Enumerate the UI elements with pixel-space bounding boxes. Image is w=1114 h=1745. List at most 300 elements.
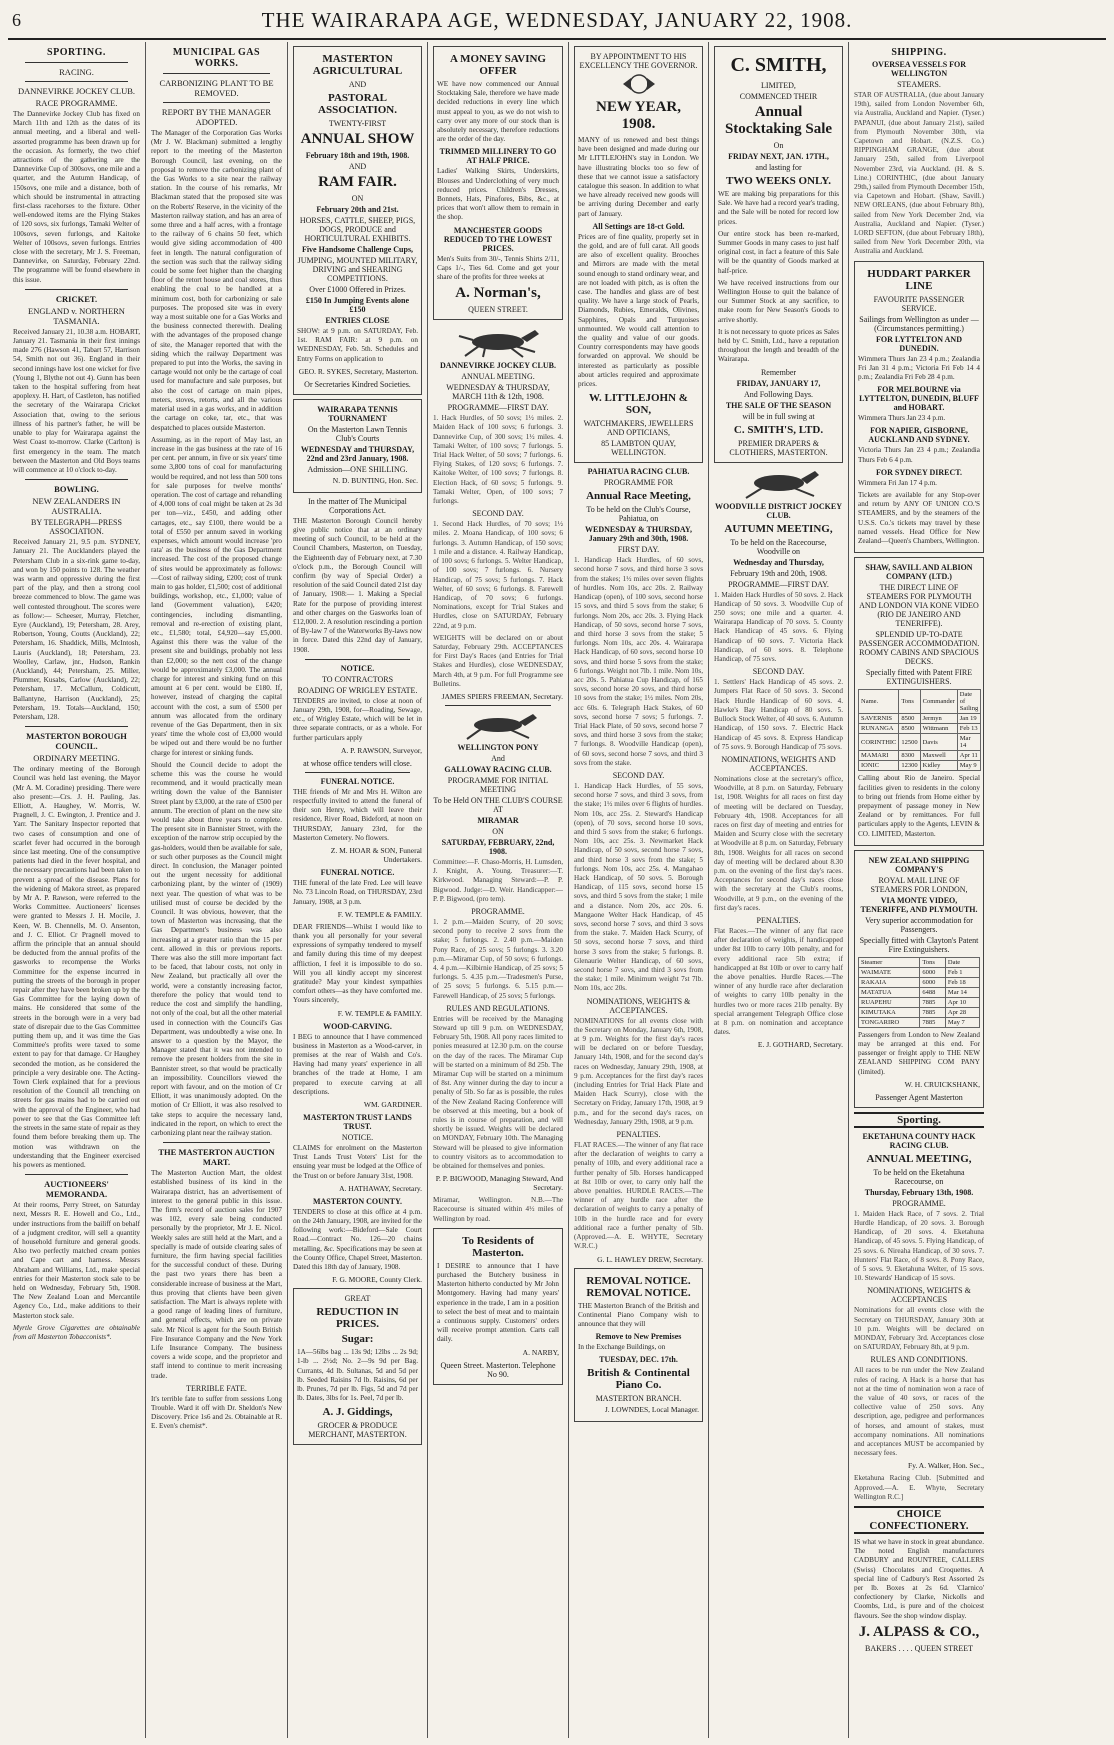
ad-signature: E. J. GOTHARD, Secretary.	[757, 1040, 843, 1050]
ad-line: BY APPOINTMENT TO HIS EXCELLENCY THE GOVERNOR.	[579, 52, 698, 70]
table-cell: Jermyn	[920, 714, 957, 724]
article-subtitle: ORDINARY MEETING.	[33, 753, 120, 764]
ad-heading: PASTORAL ASSOCIATION.	[318, 92, 397, 116]
ad-line: SECOND DAY.	[472, 509, 524, 519]
table-cell: Name.	[859, 690, 899, 714]
table-cell: WAIMATE	[859, 967, 920, 977]
table-cell: KIMUTAKA	[859, 1007, 920, 1017]
ad-signature: JAMES SPIERS FREEMAN, Secretary.	[441, 691, 563, 701]
ad-line: Or Secretaries Kindred Societies.	[304, 379, 411, 389]
article-body: The ordinary meeting of the Borough Council was held last evening, the Mayor (Mr A. M. Coradine) presiding. There were also present:—Crs. J. H. Pauling, Jas. Elliott, A. Haughey, W. Morris, W. Pragnell, J. C. Ewington, J. Prentice and J. Yarr. The Sanitary Inspector reported that two cases of consumption and one of scarlet fever had occurred in the borough since last meeting. One of the consumptive patients had died in the fever hospital, and the necessary precautions had been taken to prevent a spread of the disease. Plans for the widening of Makora street, as prepared by Mr A. P. Rawson, were referred to the Works Committee. Auctioneers' licenses were granted to Messrs J. H. Mocile, J. Keen, W. B. Chennells, M. O. Ansenton, and J. C. Elliot. Cr Pragnell moved to affirm the principle that an annual should be deducted from the annual profits of the gasworks to recompense the Works Committee for the expense incurred in putting the streets of the borough in proper repair after they have been broken up by the Gas Committee for the laying down of mains. He considered that some of the streets in the borough were in a very bad state of disrepair due to the Gas Committee putting them up, and it was time the Gas Committee's profits were taxed to some extent to pay for that damage. Cr Haughey seconded the motion, as he considered the principle a very desirable one. The Acting-Town Clerk explained that for a previous resolution of the Council all trenching on streets for gas mains had to be carried out with the approval of the Engineer, who had power to see that the Gas Committee left the streets in the same state of repair as they found them before breaking them up. The motion was withdrawn on the understanding that the Engineer exercised his powers as mentioned.	[13, 765, 140, 1169]
column-ads-littlejohn	[569, 42, 709, 1738]
ad-line: To be held on the Racecourse, Woodville on	[730, 537, 827, 556]
article-title: NEW ZEALANDERS IN AUSTRALIA.	[32, 496, 121, 517]
ad-line: And Following Days.	[743, 389, 814, 399]
table-cell: 8500	[899, 724, 920, 734]
schedule: Wimmera Thurs Jan 23 4 p.m.; Zealandia Fri Jan 31 4 p.m.; Victoria Fri Feb 14 4 p.m.; Zealandia Fri Feb 28 4 p.m.	[858, 354, 980, 382]
table-row	[859, 690, 981, 714]
notice-signature: A. P. RAWSON, Surveyor,	[341, 745, 422, 755]
ad-body: THE Masterton Branch of the British and Continental Piano Company wish to announce that they will	[578, 1301, 699, 1328]
ad-body: IS what we have in stock in great abundance. The noted English manufacturers CADBURY and ROUNTREE, CALLERS (Swiss) Chocolates and Croquettes. A special line of Cadbury's Rest Assorted 2s per lb. Boxes at 2s 6d. 'Clarnico' confectionery by Clarke, Nickolls and Coombs, Ltd., is pure and of the choicest flavours. See the shop window display.	[854, 1538, 984, 1620]
table-cell: Date of Sailing	[957, 690, 980, 714]
ad-signature: N. D. BUNTING, Hon. Sec.	[332, 475, 418, 485]
ad-line: MIRAMAR	[477, 815, 519, 825]
ad-line: WEDNESDAY & THURSDAY, January 29th and 30th, 1908.	[585, 525, 692, 544]
divider	[445, 705, 551, 706]
ad-line: RULES AND CONDITIONS.	[870, 1355, 968, 1365]
ad-heading: WAIRARAPA TENNIS TOURNAMENT	[317, 404, 398, 423]
ad-line: TUESDAY, DEC. 17th.	[599, 1355, 678, 1365]
ad-line: COMMENCED THEIR	[739, 92, 818, 101]
schedule: Wimmera Thurs Jan 23 4 p.m.	[858, 414, 946, 423]
subheading: STEAMERS.	[897, 80, 941, 89]
ad-headline: ANNUAL MEETING,	[866, 1152, 972, 1165]
article-body: The Manager of the Corporation Gas Works (Mr J. W. Blackman) submitted a lengthy report to the meeting of the Masterton Borough Council, last evening, on the proposal to remove the carbonizing plant of the Gas Works to a site near the railway station. In the course of his remarks, Mr Blackman stated that the proposed site was on the Roberts' Reserve, in the vicinity of the Masterton railway station, and has an area of some three and a half acres, with a frontage to the railway of 6 chains 50 feet, which would give siding accommodation of 400 feet in length. The natural configuration of the section was such that the railway siding could be some feet higher than the charging floor of the retort house and coal stores, thus enabling the coal to be handled at a minimum cost, both for carbonizing or sale purposes. The proposed site was in every way a most suitable one for a Gas Works and the business connected therewith. Dealing with the advantages of the proposed change of site, the Manager reported that with the siding which the railway Department was prepared to put into the Works, the saving in cartage would not only be the cartage of coal used for manufacture and sale purposes, but also the cost of cartage on main pipes, meters, stoves, retorts, and all the various material used in a gas works, and in addition the cartage on coke, tar, etc., that was despatched to places outside Masterton.	[151, 129, 282, 432]
table-cell: Apr 11	[957, 751, 980, 761]
ad-line: THE SALE OF THE SEASON	[725, 400, 832, 410]
notice-heading: MASTERTON COUNTY.	[312, 1196, 403, 1206]
ad-headline: HUDDART PARKER LINE	[867, 267, 971, 292]
ad-body: In the Exchange Buildings, on	[578, 1343, 666, 1352]
column-ads-show	[288, 42, 428, 1738]
column-ads-norman	[428, 42, 569, 1738]
ad-body: 1A—56lbs bag ... 13s 9d; 12lbs ... 2s 9d; 1-lb ... 2½d; No. 2—9s 9d per Bag. Currants, 4d lb. Sultanas, 5d and 5d per lb. Seeded Raisins 7d lb. Raisins, 6d per lb. Prunes, 7d per lb. Figs, 5d and 7d per lb. Dates, 3lbs for 1s. Peel, 7d per lb.	[297, 1348, 418, 1403]
table-row	[859, 751, 981, 761]
ad-line: Myrtle Grove Cigarettes are obtainable from all Masterton Tobacconists*.	[13, 1323, 140, 1341]
ad-headline: TWO WEEKS ONLY.	[725, 175, 832, 187]
notice-signature: WM. GARDINER.	[363, 1099, 422, 1109]
table-cell: TONGARIRO	[859, 1017, 920, 1027]
ad-line: On	[773, 141, 784, 150]
ad-body: Men's Suits from 30/-, Tennis Shirts 2/11, Caps 1/-, Ties 6d. Come and get your share of the profits for three weeks at	[437, 254, 559, 282]
table-cell: Davis	[920, 734, 957, 751]
ad-body: Calling about Rio de Janeiro. Special facilities given to residents in the colony to bring out friends from Home either by prepayment of passage money in New Zealand or by remittances. For full particulars apply to the Agents, LEVIN & CO. LIMITED, Masterton.	[858, 774, 980, 838]
article-body: Should the Council decide to adopt the scheme this was the course he would recommend, and it would practically mean writing down the value of the Bannister Street plant by £3,000, at the rate of £500 per annum. The erection of plant on the new site would take about three years to complete. The present site in Bannister Street, with the exception of the narrow strip occupied by the gas-holders, would then be available for sale, or such other purposes as the Council might direct. In conclusion, the Manager pointed out the urgent necessity for additional carbonizing plant, by the winter of (1909) next year. The question of what was to be utilised must of course be decided by the Council. It was obvious, however, that the town of Masterton was increasing, that the Gas Department's business was also increasing at a greater ratio than the 15 per cent. allowed in this or previous reports. There was also the still more important fact to be faced, that labour costs, not only in New Zealand, but practically all over the world, were a constantly increasing factor, therefore the policy that would tend to reduce the cost and simplify the handling, not only of the coal, but all the other material used in connection with the Council's Gas Department, was undoubtedly a wise one. In answer to a question by the Mayor, the Manager stated that it was not intended to remove the present holders from the site in Bannister street, so that would be practically an impossibility. Councillors viewed the report with favour, and on the motion of Cr Elliott, it was unanimously adopted. On the motion of Cr Elliott, it was also resolved to take steps to acquire the necessary land, indicated in the report, on which to erect the carbonizing plant near the railway station.	[151, 760, 282, 1137]
table-cell: Apr 28	[945, 1007, 979, 1017]
ad-line: TWENTY-FIRST	[328, 119, 387, 128]
divider	[25, 479, 128, 480]
ad-line: SECOND DAY.	[612, 770, 665, 780]
ad-heading: WELLINGTON PONY	[457, 742, 539, 752]
ad-signature: Fy. A. Walker, Hon. Sec.,	[908, 1461, 984, 1471]
ad-body: WEIGHTS will be declared on or about Saturday, February 29th. ACCEPTANCES for First Day's Races (and Entries for Trial Stakes and Hurdles), close WEDNESDAY, March 4th, at 9 p.m. For full Programme see Bulletins.	[433, 633, 563, 688]
ad-signature: G. L. HAWLEY DREW, Secretary.	[597, 1254, 703, 1264]
ad-line: FIRST DAY.	[617, 545, 660, 555]
ad-line: PROGRAMME.	[471, 906, 525, 916]
notice-heading: NOTICE.	[341, 1132, 374, 1142]
ad-line: And	[491, 753, 505, 763]
notice-body: DEAR FRIENDS—Whilst I would like to thank you all personally for your several expressions of sympathy tendered to myself and family during this time of my deepest affliction, I feel it is impossible to do so. Will you all kindly accept my sincerest gratitude? May your kindest sympathies comfort others—as they have comforted me. Yours sincerely,	[293, 922, 422, 1005]
ad-headline: REDUCTION IN PRICES.	[316, 1306, 399, 1331]
ad-body: I DESIRE to announce that I have purchased the Butchery business in Masterton hitherto conducted by Mr John Montgomery. Having had many years' experience in the trade, I am in a position to select the best of meat and to maintain a continuous supply. Customers' orders will receive prompt attention. Carts call daily.	[437, 1261, 559, 1344]
ad-body: NOMINATIONS for all events close with the Secretary on Monday, January 6th, 1908, at 9 p.m. Weights for the first day's races will be declared on or before Tuesday, January 14th, 1908, and for the second day's races on Wednesday, January 29th, 1908, at 9 p.m. Acceptances for the first day's races (including Entries for Trial Hack Plate and Maiden Hack Scurry), close with the Secretary on Friday, January 17th, 1908, at 9 p.m., and for the second day's races, on Wednesday, January 29th, 1908, at 9 p.m.	[574, 1016, 703, 1126]
ad-line: FOR SYDNEY DIRECT.	[875, 467, 962, 477]
article-body: It's terrible fate to suffer from sessions Long Trouble. Ward it off with Dr. Sheldon's New Discovery. Price 1s6 and 2s. Obtainable at R. E. Even's chemist*.	[151, 1394, 282, 1431]
ad-body: 1. 2 p.m.—Maiden Scurry, of 20 sovs; second pony to receive 2 sovs from the stake; 5 furlongs. 2. 2.40 p.m.—Maiden Pony Race, of 25 sovs; 5 furlongs. 3. 3.20 p.m.—Miramar Cup, of 50 sovs; 6 furlongs. 4. 4 p.m.—Kilbirnie Handicap, of 25 sovs; 5 furlongs. 5. 4.35 p.m.—Tradesmen's Purse, of 25 sovs; 5 furlongs. 6. 5.15 p.m.—Farewell Handicap, of 25 sovs; 5 furlongs.	[433, 917, 563, 1000]
ad-line: FRIDAY NEXT, JAN. 17TH.,	[728, 152, 829, 161]
column-ads-smith	[709, 42, 849, 1738]
piano-advertisement	[574, 1268, 703, 1423]
ad-line: WEDNESDAY & THURSDAY, MARCH 11th & 12th, 1908.	[446, 383, 550, 402]
smith-advertisement	[714, 46, 843, 463]
notice-heading: FUNERAL NOTICE.	[320, 776, 395, 786]
table-cell: 6000	[920, 977, 946, 987]
notice-signature: F. W. TEMPLE & FAMILY.	[337, 1008, 422, 1018]
ad-line: PROGRAMME—FIRST DAY.	[728, 579, 829, 589]
ad-line: Queen Street. Masterton. Telephone No 90.	[440, 1360, 556, 1379]
ad-body: Nominations for all events close with the Secretary on THURSDAY, January 30th at 10 p.m. Weights will be declared on MONDAY, February 3rd. Acceptances close on SATURDAY, February 8th, at 9 p.m.	[854, 1306, 984, 1352]
ad-headline: REMOVAL NOTICE. REMOVAL NOTICE.	[586, 1274, 691, 1299]
subheading: BOWLING.	[54, 484, 99, 495]
ad-line: PROGRAMME FOR INITIAL MEETING	[447, 775, 549, 794]
ad-heading: GALLOWAY RACING CLUB.	[444, 764, 552, 774]
table-cell: Date	[945, 957, 979, 967]
ad-line: All Settings are 18-ct Gold.	[592, 221, 685, 231]
ad-line: Remember	[760, 367, 797, 377]
ad-line: FAVOURITE PASSENGER SERVICE.	[873, 294, 965, 313]
table-cell: RAKAIA	[859, 977, 920, 987]
table-cell: May 7	[945, 1017, 979, 1027]
masthead	[8, 4, 1106, 40]
ad-line: LIMITED,	[761, 81, 796, 90]
ad-line: Over £1000 Offered in Prizes.	[309, 285, 406, 294]
table-cell: IONIC	[859, 761, 899, 771]
ad-headline: A MONEY SAVING OFFER	[450, 53, 546, 77]
newspaper-columns	[8, 42, 1106, 1738]
ad-headline: AUTUMN MEETING,	[724, 522, 833, 535]
ad-line: GREAT	[344, 1294, 371, 1304]
table-cell: CORINTHIC	[859, 734, 899, 751]
divider	[25, 62, 128, 63]
notice-body: THE Masterton Borough Council hereby give public notice that at an ordinary meeting of such Council, to be held at the Council Chambers, Masterton, on Tuesday, the Eighteenth day of February next, at 7.30 o'clock p.m., the Borough Council will confirm (by way of Special Order) a resolution of the said Council dated 21st day of January, 1908:— 1. Making a Special Rate for the purpose of providing interest and other charges on the Gasworks loan of £12,000. 2. A resolution rescinding a portion of By-law 7 of the Waterworks By-laws now in force. Dated this 22nd day of January, 1908.	[293, 516, 422, 654]
table-row	[859, 987, 980, 997]
table-row	[859, 957, 980, 967]
ad-line: FOR LYTTELTON AND DUNEDIN.	[876, 334, 962, 353]
subheading: CRICKET.	[55, 293, 98, 304]
article-subtitle: REPORT BY THE MANAGER ADOPTED.	[161, 107, 272, 127]
page-number: 6	[12, 10, 21, 30]
divider	[163, 102, 270, 103]
notice-signature: A. HATHAWAY, Secretary.	[339, 1183, 422, 1193]
ad-line: AND	[348, 162, 367, 171]
table-row	[859, 997, 980, 1007]
ad-line: February 19th and 20th, 1908.	[730, 568, 827, 578]
ad-body: Passengers from London to New Zealand may be arranged at this end. For passenger or freight apply to THE NEW ZEALAND SHIPPING COM PANY (limited).	[858, 1030, 980, 1076]
article-body: Received January 21, 10.38 a.m. HOBART, January 21. Tasmania in their first innings made 276 (Hawson 41, Tabart 57, Harrison 54, Smith not out 36). England in their second innings have lost one wicket for five (Young 1, Blythe not out 4). Gunn has been taken to the hospital suffering from heat apoplexy. H. Hart, of Castleton, has notified the secretary of the Wairarapa Cricket Association that, owing to the serious illness of his partner's father, he will be unable to play for Wairarapa against the West Coast to-morrow. Clarke (Carlton) is first emergency in the team. The match between the Masterton and Old Boys teams will commence at 10 o'clock to-day.	[13, 327, 140, 474]
ad-body: 1. Hack Hurdles, of 50 sovs; 1½ miles. 2. Maiden Hack of 100 sovs; 6 furlongs. 3. Dannevirke Cup, of 300 sovs; 1½ miles. 4. Tamaki Welter, of 100 sovs; 7 furlongs. 5. Trial Hack Welter, of 50 sovs; 7 furlongs. 6. Flying Stakes, of 120 sovs; 6 furlongs. 7. Kaitoke Welter, of 100 sovs; 7 furlongs. 8. Election Hack, of 60 sovs; 5 furlongs. 9. Tamaki Welter, Open, of 100 sovs; 7 furlongs.	[433, 414, 563, 506]
ad-heading: NEW ZEALAND SHIPPING COMPANY'S	[868, 855, 970, 874]
huddart-advertisement	[854, 261, 984, 554]
ad-body: MANY of us renewed and best things have been designed and made during our Mr LITTLEJOHN's stay in London. We have illustrating blocks too so few of these that we cannot issue a satisfactory catalogue this season. In addition to what we have already received new goods will be arriving during December and early part of January.	[578, 136, 699, 218]
ad-line: TRIMMED MILLINERY TO GO AT HALF PRICE.	[439, 147, 557, 166]
ad-line: To be held on the Eketahuna Racecourse, on	[873, 1167, 965, 1186]
notice-line: at whose office tenders will close.	[303, 758, 412, 768]
table-row	[859, 1017, 980, 1027]
ad-line: Remove to New Premises	[595, 1332, 682, 1342]
nz-shipping-advertisement	[854, 850, 984, 1108]
section-heading: SHIPPING.	[891, 47, 947, 58]
table-cell: Maxwell	[920, 751, 957, 761]
table-row	[859, 734, 981, 751]
ad-body: It is not necessary to quote prices as Sales held by C. Smith, Ltd., have a reputation throughout the length and breadth of the Wairarapa.	[718, 327, 839, 364]
article-title: MASTERTON BOROUGH COUNCIL.	[26, 731, 127, 752]
ad-headline: C. SMITH,	[730, 54, 827, 76]
ad-body: Our entire stock has been re-marked, Summer Goods in many cases to just half original cost, in fact a feature of this Sale will be the quantity of Goods marked at half-price.	[718, 229, 839, 275]
table-cell: Tons	[899, 690, 920, 714]
ad-line: ENTRIES CLOSE	[325, 316, 390, 325]
table-cell: May 9	[957, 761, 980, 771]
ad-body: FLAT RACES.—The winner of any flat race after the declaration of weights to carry a penalty of 10lb, and every additional race a further penalty of 5lb. Horses handicapped at 8st 10lb or over, to carry only half the above penalties. HURDLE RACES.—The winner of any hurdle race after the declaration of weights to carry a penalty of 10lb in the hurdle race and for every additional race a further penalty of 5lb. (Approved.—A. E. WHYTE, Secretary W.R.C.)	[574, 1141, 704, 1251]
ad-line: FOR MELBOURNE via LYTTELTON, DUNEDIN, BLUFF and HOBART.	[859, 385, 979, 413]
table-cell: Commander	[920, 690, 957, 714]
ad-line: Five Handsome Challenge Cups,	[301, 245, 414, 254]
divider	[163, 1142, 270, 1143]
table-cell: Mar 14	[945, 987, 979, 997]
ad-line: NOMINATIONS, WEIGHTS & ACCEPTANCES.	[586, 996, 691, 1015]
ad-signature: J. LOWNDES, Local Manager.	[604, 1405, 699, 1415]
ad-body: WE are making big preparations for this Sale. We have had a record year's trading, and the Sale will be noted for record low prices.	[718, 190, 839, 226]
article-body: At their rooms, Perry Street, on Saturday next, Messrs R. E. Howell and Co., Ltd., under instructions from the bailiff on behalf of a judgment creditor, will sell a quantity of household furniture and general goods. Also two perfectly matched cream ponies and Cape cart and harness. Messrs Abraham and Williams, Ltd., make special entries for their Masterton stock sale to be held on Wednesday, February 5th, 1908. The New Zealand Loan and Mercantile Agency Co., Ltd., make additions to their Masterton stock sale.	[13, 1201, 140, 1320]
ad-line: QUEEN STREET.	[468, 305, 528, 315]
table-cell: Feb 18	[945, 977, 979, 987]
norman-advertisement	[433, 46, 563, 320]
ad-line: MASTERTON BRANCH.	[595, 1394, 682, 1404]
ad-headline: British & Continental Piano Co.	[587, 1367, 690, 1392]
ad-line: MANCHESTER GOODS REDUCED TO THE LOWEST PRICES.	[443, 225, 553, 253]
racehorse-illustration	[443, 324, 553, 358]
ad-heading: MASTERTON AGRICULTURAL	[312, 53, 403, 77]
tennis-advertisement	[293, 399, 422, 493]
table-row	[859, 977, 980, 987]
notice-signature: F. W. TEMPLE & FAMILY.	[337, 909, 422, 919]
show-advertisement	[293, 46, 422, 395]
ad-headline: J. ALPASS & CO.,	[858, 1623, 980, 1640]
subheading: TERRIBLE FATE.	[186, 1383, 247, 1393]
ad-headline: W. LITTLEJOHN & SON,	[589, 392, 688, 417]
notice-body: CLAIMS for enrolment on the Masterton Trust Lands Trust Voters' List for the ensuing year must be lodged at the Office of the Trust on or before January 31st, 1908.	[293, 1143, 422, 1180]
ad-line: On the Masterton Lawn Tennis Club's Courts	[307, 424, 408, 443]
article-title: ENGLAND v. NORTHERN TASMANIA.	[28, 305, 125, 326]
ad-headline: To Residents of Masterton.	[462, 1234, 534, 1259]
notice-signature: F. G. MOORE, County Clerk.	[332, 1275, 422, 1285]
notice-body: I BEG to announce that I have commenced business in Masterton as a Wood-carver, in premises at the rear of Walsh and Co's. Having had many years' experience in all branches of the trade at Home, I am prepared to execute carving at all descriptions.	[293, 1032, 422, 1096]
article-title: DANNEVIRKE JOCKEY CLUB.	[17, 86, 136, 96]
notice-body: TENDERS to close at this office at 4 p.m. on the 24th January, 1908, are invited for the following work:—Bideford—Sale Court Road.—Contract No. 126—20 chains metalling, &c. Specifications may be seen at the County Office, Chapel Street, Masterton. Dated this 18th day of January, 1908.	[293, 1207, 422, 1271]
article-subtitle: CARBONIZING PLANT TO BE REMOVED.	[159, 78, 274, 98]
racehorse-illustration	[443, 710, 553, 740]
ad-headline: C. SMITH'S, LTD.	[733, 423, 824, 436]
ad-headline: ANNUAL SHOW	[300, 131, 415, 147]
article-body: Assuming, as in the report of May last, an increase in the gas business at the rate of 16 per cent. per annum, in five or six years' time some 3,800 tons of coal for manufacturing would be required, and not less than 500 tons for sale purposes for twelve months' operation. The cost of cartage and rehandling of 4,000 tons of coal might be taken at 2s 3d per ton—viz., £450, and adding other cartages, etc., say £100, there would be a total of £550 per annum saved in working expenses, which amount would increase 'pro rata' as the business of the Gas Department increased. The cost of the proposed change of sites would be approximately as follows:—Cost of railway siding, £200; cost of trunk main to gas holder, £1,500; cost of additional buildings, workshop, etc., £1,000; value of land (Government valuation), £420; contingencies, including dismantling, removal and re-erection of existing plant, etc., £1,580; total, £4,920—say £5,000. Against this there was the value of the present site and buildings, probably not less than £2,000; so the nett cost of the change would be approximately £3,000. The annual charge for interest and sinking fund on this amount at 6 per cent. would be £180. If, however, instead of charging the capital account with the cost, a sum of £500 per annum was allocated from the ordinary revenue of the Gas Department, then in six years' time the whole cost of £3,000 would be wiped out and there would be no further charge for interest or sinking funds.	[151, 435, 282, 757]
notice-heading: WOOD-CARVING.	[323, 1021, 392, 1031]
butcher-advertisement	[433, 1228, 563, 1385]
newspaper-title: THE WAIRARAPA AGE, WEDNESDAY, JANUARY 22, 1908.	[261, 8, 853, 32]
table-cell: Mar 14	[957, 734, 980, 751]
table-cell: Feb 13	[957, 724, 980, 734]
table-cell: 12500	[899, 734, 920, 751]
ad-line: HORSES, CATTLE, SHEEP, PIGS, DOGS, PRODUCE and HORTICULTURAL EXHIBITS.	[299, 216, 416, 243]
subheading: OVERSEA VESSELS FOR WELLINGTON	[871, 60, 967, 78]
ad-line: PREMIER DRAPERS & CLOTHIERS, MASTERTON.	[729, 438, 828, 457]
ad-heading: WOODVILLE DISTRICT JOCKEY CLUB.	[715, 501, 842, 520]
ad-headline: A. J. Giddings,	[322, 1406, 393, 1419]
ad-body: Prices are of fine quality, properly set in the gold, and are of full carat. All goods are also of excellent quality. Brooches and Mirrors are made with the metal sound enough to stand ordinary wear, and are not loaded with pitch, as is often the case. The handles and glass are of best quality. We have a large stock of Pearls, Diamonds, Rubies, Emeralds, Olivines, Sapphires, Opals and Turquoises unmounted. We would call attention to the quality and value of our goods. Country correspondents may have goods forwarded on approval. We should be interested as particularly as possible about articles required and approximate prices.	[578, 232, 699, 389]
ad-heading: SHAW, SAVILL AND ALBION COMPANY (LTD.)	[865, 563, 973, 582]
ad-line: To be held on the Club's Course, Pahiatua, on	[586, 505, 691, 524]
table-cell: 8300	[899, 751, 920, 761]
notice-body: THE funeral of the late Fred. Lee will leave No. 73 Lincoln Road, on THURSDAY, 23rd January, 1908, at 3 p.m.	[293, 879, 422, 906]
sailing-table	[858, 689, 981, 771]
ad-body: 1. Settlers' Hack Handicap of 45 sovs. 2. Jumpers Flat Race of 50 sovs. 3. Second Hack Hurdle Handicap of 60 sovs. 4. Hawke's Bay Handicap of 80 sovs. 5. Bullock Stock Welter, of 40 sovs. 6. Autumn Handicap, of 150 sovs. 7. Electric Hack Handicap of 45 sovs. 8. Express Handicap of 75 sovs. 9. Borough Handicap of 75 sovs.	[714, 678, 843, 751]
shipping-body: STAR OF AUSTRALIA, (due about January 19th), sailed from London November 6th, via Australia, Auckland and Napier. (Tyser.) PAPANUI, (due about January 21st), sailed from Plymouth November 30th, via Capetown and Hobart. (N.Z.S. Co.) RIPPINGHAM GRANGE, (due about January 25th, sailed from Liverpool November 23rd, via Auckland. (H. & S. Line.) CORINTHIC, (due about January 29th,) sailed from Plymouth December 15th, via Capetown and Hobart. (Shaw, Savill.) NEW ORLEANS, (due about February 8th), sailed from New York December 2nd, via Australia, Auckland and Napier. (Tyser.) LORD SEFTON, (due about February 18th), sailed from New York December 20th, via Australia and Auckland.	[854, 91, 984, 256]
ad-body: Tickets are available for any Stop-over and return by ANY OF UNION CO.'S STEAMERS, and by the steamers of the U.S.S. Co.'s tickets may travel by these named vessels. Head Office for New Zealand—Queen's Chambers, Wellington.	[858, 491, 980, 546]
littlejohn-advertisement	[574, 46, 703, 463]
ad-headline: Annual Stocktaking Sale	[724, 104, 833, 137]
table-cell: Kidley	[920, 761, 957, 771]
table-cell: SAVERNIS	[859, 714, 899, 724]
ad-heading: EKETAHUNA COUNTY HACK RACING CLUB.	[862, 1131, 976, 1150]
table-cell: 6000	[920, 967, 946, 977]
ad-heading: CHOICE CONFECTIONERY.	[854, 1506, 984, 1534]
ad-line: THE DIRECT LINE OF STEAMERS FOR PLYMOUTH AND LONDON VIA KONE VIDEO (RIO DE JANEIRO AND TENERIFFE).	[859, 583, 979, 629]
table-row	[859, 1007, 980, 1017]
royal-crest-icon	[609, 72, 669, 96]
ad-headline: RAM FAIR.	[318, 174, 397, 190]
notice-heading: TO CONTRACTORS	[321, 674, 394, 684]
ad-headline: NEW YEAR, 1908.	[595, 99, 681, 132]
ad-body: All races to be run under the New Zealand rules of racing. A Hack is a horse that has not at the time of nomination won a race of the value of 40 sovs, or races of the collective value of 250 sovs. Any description, age, pedigree and performances of horses, and amount of stakes, must accompany nominations. All nominations and acceptances MUST be accompanied by necessary fees.	[854, 1366, 984, 1458]
ad-line: Thursday, February 13th, 1908.	[864, 1187, 974, 1197]
table-cell: MAMARI	[859, 751, 899, 761]
article-title: AUCTIONEERS' MEMORANDA.	[44, 1179, 109, 1200]
grocer-advertisement	[293, 1288, 422, 1445]
table-row	[859, 724, 981, 734]
ad-body: 1. Second Hack Hurdles, of 70 sovs; 1½ miles. 2. Moana Handicap, of 100 sovs; 6 furlongs. 3. Autumn Handicap, of 150 sovs; 1 mile and a distance. 4. Railway Handicap, of 100 sovs; 6 furlongs. 5. Welter Handicap, of 100 sovs; 7 furlongs. 6. Nursery Handicap, of 75 sovs; 5 furlongs. 7. Hack Welter, of 60 sovs; 6 furlongs. 8. Farewell Handicap, of 70 sovs; 6 furlongs. Nominations, except for Trial Stakes and Hurdles, close on SATURDAY, February 22nd, at 9 p.m.	[433, 520, 563, 630]
section-heading: SPORTING.	[47, 47, 106, 58]
ad-signature: A. NARBY,	[522, 1347, 559, 1357]
table-row	[859, 761, 981, 771]
ad-line: 85 LAMBTON QUAY, WELLINGTON.	[601, 439, 676, 458]
ad-line: WEDNESDAY and THURSDAY, 22nd and 23rd January, 1908.	[300, 444, 415, 463]
ad-signature: P. P. BIGWOOD, Managing Steward, And Secretary.	[435, 1174, 563, 1193]
table-cell: Tons	[920, 957, 946, 967]
table-cell: 7885	[920, 1017, 946, 1027]
table-cell: 8500	[899, 714, 920, 724]
divider	[305, 772, 410, 773]
table-cell: Steamer	[859, 957, 920, 967]
ad-line: PROGRAMME.	[892, 1198, 946, 1208]
ad-line: RULES AND REGULATIONS.	[446, 1003, 550, 1013]
ad-headline: Sugar:	[341, 1333, 374, 1346]
ad-body: WE have now commenced our Annual Stocktaking Sale, therefore we have made decided reductions in every line which must appeal to you, as we do not wish to carry over any more of our stock than is absolutely necessary, therefore reductions are the order of the day.	[437, 80, 559, 144]
ad-line: BAKERS . . . . QUEEN STREET	[865, 1643, 973, 1653]
table-cell: Wittmann	[920, 724, 957, 734]
table-cell: RUAPEHU	[859, 997, 920, 1007]
ad-line: Admission—ONE SHILLING.	[307, 464, 408, 474]
article-body: The Masterton Auction Mart, the oldest established business of its kind in the Wairarapa district, has an advertisement of interest to the general public in this issue. The firm's record of auction sales for 1907 was 102, every sale being conducted personally by the proprietor, Mr J. E. Nicol. Weekly sales are still held at the Mart, and a specially is made of outside clearing sales of furniture, the firm having special facilities for the successful conduct of these. During the past two years there has been a considerable increase of business at the Mart, thus proving that clients have been given satisfaction. The Mart is always replete with a good range of leading lines of furniture, and general effects, which are on private sale. Mr Nicol is agent for the South British Fire Insurance Company and the New York Life Insurance Company. The business covers a wide scope, and the proprietor and staff intend to continue to merit increasing trade.	[151, 1169, 282, 1380]
divider	[25, 289, 128, 290]
ad-line: Wednesday and Thursday,	[733, 557, 824, 567]
notice-heading: ROADING OF WRIGLEY ESTATE.	[297, 685, 418, 695]
ad-line: SECOND DAY.	[752, 667, 805, 677]
ad-line: February 20th and 21st.	[316, 205, 399, 214]
ad-line: PROGRAMME—FIRST DAY.	[447, 403, 549, 413]
article-subtitle: RACE PROGRAMME.	[35, 98, 118, 108]
ad-line: February 18th and 19th, 1908.	[305, 151, 410, 160]
table-cell: 7885	[920, 997, 946, 1007]
divider	[305, 659, 410, 660]
article-title: THE MASTERTON AUCTION MART.	[158, 1147, 275, 1168]
divider	[163, 73, 270, 74]
notice-body: THE friends of Mr and Mrs H. Wilton are respectfully invited to attend the funeral of their son Henry, which will leave their residence, River Road, Bideford, at noon on THURSDAY, January 23rd, for the Masterton Cemetery. No flowers.	[293, 787, 422, 842]
ad-body: We have received instructions from our Wellington House to quit the balance of our Summer Stock at any sacrifice, to make room for New Season's Goods to arrive shortly.	[718, 278, 839, 324]
ad-line: PENALTIES.	[756, 915, 801, 925]
ad-line: will be in full swing at	[742, 411, 815, 421]
ad-line: AND	[348, 80, 367, 89]
ad-line: PENALTIES.	[616, 1130, 661, 1140]
ad-body: Entries will be received by the Managing Steward up till 9 p.m. on WEDNESDAY, February 5th, 1908. All pony races limited to ponies measured at 12.30 p.m. on the course on the day of the races. The Miramar Cup will be started on a minimum of 8d 25b. The Miramar Cup will be started on a minimum of 8st. Any winner during the day to incur a penalty of 5lb. So far as is possible, the rules of the New Zealand Racing Conference will be observed at this meeting, but a book of rules is in course of preparation, and will shortly be issued. Weights will be declared on MONDAY, February 10th. The Managing Steward will be pleased to give information to country visitors as to accommodation to be obtained for themselves and ponies.	[433, 1014, 563, 1171]
table-cell: RUNANGA	[859, 724, 899, 734]
subheading: RACING.	[59, 67, 94, 77]
ad-line: SPLENDID UP-TO-DATE PASSENGER ACCOMMODATION. ROOMY CABINS AND SPACIOUS DECKS.	[858, 630, 980, 667]
notice-heading: In the matter of The Municipal Corporations Act.	[308, 496, 407, 515]
ad-line: ON	[492, 826, 504, 836]
ad-heading: DANNEVIRKE JOCKEY CLUB.	[440, 361, 556, 371]
ad-body: 1. Handicap Hack Hurdles, of 60 sovs, second horse 7 sovs, and third horse 3 sovs from the stakes; 1½ miles over seven flights of hurdles. Nom 10s, acc 20s. 2. Railway Handicap (open), of 100 sovs, second horse 15 sovs, and third 5 sovs from the stake; 6 furlongs. Nom 20s, acc 20s. 3. Flying Hack Handicap, of 50 sovs, second horse 7 sovs, and third horse 3 sovs from the stake; 5 furlongs. Nom 10s, acc 20s. 4. Wairarapa Hack Handicap, of 60 sovs, second horse 10 sovs, and third horse 5 sovs from the stake; 6 furlongs. Weight not 7lb. 1 mile. Nom 10s, acc 20s. 5. Pahiatua Cup Handicap, of 165 sovs, second horse 20 sovs, and third horse 10 sovs from the stake; 1½ miles. Nom 20s, acc 60s. 6. Telegraph Hack Stakes, of 60 sovs, second horse 7 sovs; 5 furlongs. 7. Trial Hack Plate, of 50 sovs, second horse 7 sovs, and third horse 3 sovs from the stake; 7 furlongs. 8. Woodville Handicap (open), of 60 sovs, second horse 7 sovs, and third 3 sovs from the stake.	[574, 556, 703, 767]
article-body: The Dannevirke Jockey Club has fixed on March 11th and 12th as the dates of its annual meeting, and a liberal and well-assorted programme has been drawn up for the occasion. As formerly, the two chief attractions of the gathering are the Dannevirke Cup of 300sovs, one mile and a quarter, and the Autumn Handicap, of 150sovs, one mile and a distance, both of which should be instrumental in attracting first-class racehorses to the fixture. Other well-endowed items are the Flying Stakes of 120 sovs, six furlongs, Tamaki Welter of 100sovs, seven furlongs, and Kaitoke Welter of 100sovs, seven furlongs. Entries close with the secretary, Mr J. S. Freeman, Dannevirke, on Saturday, February 22nd. The programme will be found elsewhere in this issue.	[13, 110, 140, 284]
schedule: Victoria Thurs Jan 23 4 p.m.; Zealandia Thurs Feb 6 4 p.m.	[858, 446, 980, 464]
divider	[25, 1174, 128, 1175]
schedule: Wimmera Fri Jan 17 4 p.m.	[858, 478, 937, 487]
ad-line: FRIDAY, JANUARY 17,	[736, 378, 821, 388]
ad-line: WATCHMAKERS, JEWELLERS AND OPTICIANS,	[583, 419, 694, 438]
ad-signature: W. H. CRUICKSHANK,	[904, 1079, 980, 1089]
notice-heading: NOTICE.	[340, 663, 375, 673]
ad-line: ON	[351, 194, 364, 203]
ad-line: NOMINATIONS, WEIGHTS AND ACCEPTANCES.	[721, 754, 836, 773]
ad-line: Passenger Agent Masterton	[875, 1092, 963, 1102]
ad-line: Sailings from Wellington as under — (Circumstances permitting.)	[859, 314, 979, 333]
table-cell: MATATUA	[859, 987, 920, 997]
table-cell: Apr 10	[945, 997, 979, 1007]
table-cell: Jan 19	[957, 714, 980, 724]
table-row	[859, 714, 981, 724]
ad-headline: A. Norman's,	[455, 285, 541, 302]
notice-heading: MASTERTON TRUST LANDS TRUST.	[303, 1112, 412, 1131]
ad-line: ROYAL MAIL LINE OF STEAMERS FOR LONDON,	[870, 875, 968, 894]
ad-line: Specially fitted with Clayton's Patent Fire Extinguishers.	[859, 935, 979, 954]
ad-body: SHOW: at 9 p.m. on SATURDAY, Feb. 1st. RAM FAIR: at 9 p.m. on WEDNESDAY, Feb. 5th. Schedules and Entry Forms on application to	[297, 327, 418, 363]
table-row	[859, 967, 980, 977]
notice-heading: FUNERAL NOTICE.	[320, 868, 395, 878]
ad-line: FOR NAPIER, GISBORNE, AUCKLAND AND SYDNEY.	[868, 426, 970, 445]
ad-line: GROCER & PRODUCE MERCHANT, MASTERTON.	[308, 1421, 407, 1440]
table-cell: 6488	[920, 987, 946, 997]
ad-body: 1. Maiden Hack Race, of 7 sovs. 2. Trial Hurdle Handicap, of 20 sovs. 3. Borough Handicap, of 20 sovs. 4. Eketahuna Handicap, of 45 sovs. 5. Flying Handicap, of 25 sovs. 6. Nireaha Handicap, of 30 sovs. 7. Hunters' Flat Race, of 8 sovs. 8. Pony Race, of 5 sovs. 9. Eketahuna Welter, of 15 sovs. 10. Stewards' Handicap of 15 sovs.	[854, 1209, 984, 1283]
ad-body: Eketahuna Racing Club. [Submitted and Approved.—A. E. Whyte, Secretary Wellington R.C.]	[854, 1474, 984, 1501]
divider	[25, 726, 128, 727]
divider	[25, 81, 128, 82]
ad-line: SATURDAY, FEBRUARY, 22nd, 1908.	[441, 837, 555, 856]
racehorse-illustration	[724, 467, 834, 499]
section-heading: Sporting.	[854, 1112, 984, 1128]
ad-line: NOMINATIONS, WEIGHTS & ACCEPTANCES	[867, 1286, 971, 1305]
notice-body: TENDERS are invited, to close at noon of January 29th, 1908, for—Roading, Sewage, etc., of Wrigley Estate, which will be let in three separate contracts, or as a whole. For further particulars apply	[293, 696, 422, 742]
table-cell: 7885	[920, 1007, 946, 1017]
ad-line: PROGRAMME FOR	[603, 478, 674, 488]
ad-line: Specially fitted with Patent FIRE EXTINGUISHERS.	[865, 668, 973, 687]
ad-line: and lasting for	[755, 163, 802, 172]
